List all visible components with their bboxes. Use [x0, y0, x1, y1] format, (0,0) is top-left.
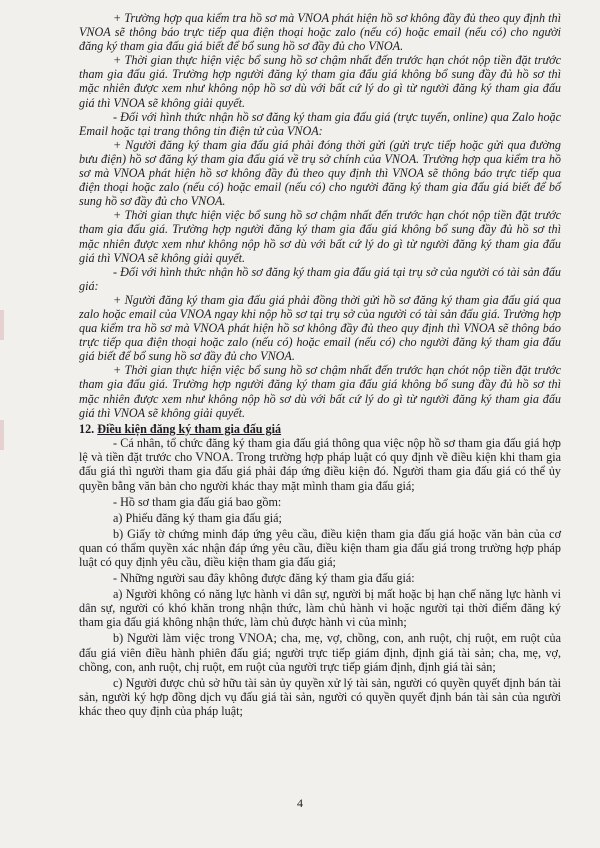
scan-edge-mark — [0, 310, 4, 340]
body-paragraph: - Những người sau đây không được đăng ký tham gia đấu giá: — [113, 571, 415, 586]
paragraph-italic: + Thời gian thực hiện việc bổ sung hồ sơ chậm nhất đến trước hạn chót nộp tiền đặt trước tham gia đấu giá. Trường hợp người đăng ký tham gia đấu giá không bổ sung đầy đủ hồ sơ thì mặc nhiên được xem như không nộp hồ sơ dù với bất cứ lý do gì từ người đăng ký tham gia đấu giá thì VNOA sẽ không giải quyết. — [79, 208, 561, 265]
list-item: b) Người làm việc trong VNOA; cha, mẹ, vợ, chồng, con, anh ruột, chị ruột, em ruột của đấu giá viên điều hành phiên đấu giá; người trực tiếp giám định, định giá tài sản; cha, mẹ, vợ, chồng, con, anh ruột, chị ruột, em ruột của người trực tiếp giám định, định giá tài sản; — [79, 631, 561, 674]
paragraph-italic: + Trường hợp qua kiểm tra hồ sơ mà VNOA phát hiện hồ sơ không đầy đủ theo quy định thì VNOA sẽ thông báo trực tiếp qua điện thoại hoặc zalo (nếu có) hoặc email (nếu có) cho người đăng ký tham gia đấu giá biết để bổ sung hồ sơ đầy đủ cho VNOA. — [79, 11, 561, 54]
page-body — [79, 11, 561, 718]
list-item: a) Người không có năng lực hành vi dân sự, người bị mất hoặc bị hạn chế năng lực hành vi dân sự, người có khó khăn trong nhận thức, làm chủ hành vi hoặc người tại thời điểm đăng ký tham gia đấu giá không nhận thức, làm chủ được hành vi của mình; — [79, 587, 561, 630]
paragraph-italic: + Người đăng ký tham gia đấu giá phải đồng thời gửi hồ sơ đăng ký tham gia đấu giá qua zalo hoặc email của VNOA ngay khi nộp hồ sơ tại trụ sở của người có tài sản đấu giá. Trường hợp qua kiểm tra hồ sơ mà VNOA phát hiện hồ sơ không đầy đủ theo quy định thì VNOA sẽ thông báo trực tiếp qua điện thoại hoặc zalo (nếu có) hoặc email (nếu có) cho người đăng ký tham gia đấu giá biết để bổ sung hồ sơ đầy đủ cho VNOA. — [79, 292, 561, 364]
paragraph-italic: - Đối với hình thức nhận hồ sơ đăng ký tham gia đấu giá (trực tuyến, online) qua Zalo hoặc Email hoặc tại trang thông tin điện tử của VNOA: — [79, 109, 561, 138]
body-paragraph: - Hồ sơ tham gia đấu giá bao gồm: — [113, 494, 282, 509]
list-item: b) Giấy tờ chứng minh đáp ứng yêu cầu, điều kiện tham gia đấu giá hoặc văn bản của cơ quan có thẩm quyền xác nhận đáp ứng yêu cầu, điều kiện tham gia đấu giá trong trường hợp pháp luật có quy định yêu cầu, điều kiện tham gia đấu giá; — [79, 526, 561, 569]
list-item: a) Phiếu đăng ký tham gia đấu giá; — [113, 510, 282, 525]
paragraph-italic: - Đối với hình thức nhận hồ sơ đăng ký tham gia đấu giá tại trụ sở của người có tài sản đấu giá: — [79, 264, 561, 293]
list-item: c) Người được chủ sở hữu tài sản ủy quyền xử lý tài sản, người có quyền quyết định bán tài sản, người ký hợp đồng dịch vụ đấu giá tài sản, người có quyền quyết định bán tài sản của người khác theo quy định của pháp luật; — [79, 675, 561, 718]
section-heading — [79, 422, 561, 437]
body-paragraph: - Cá nhân, tổ chức đăng ký tham gia đấu giá thông qua việc nộp hồ sơ tham gia đấu giá hợp lệ và tiền đặt trước cho VNOA. Trong trường hợp pháp luật có quy định về điều kiện khi tham gia đấu giá thì người tham gia đấu giá phải đáp ứng điều kiện đó. Người tham gia đấu giá có thể ủy quyền bằng văn bản cho người khác thay mặt mình tham gia đấu giá; — [79, 436, 561, 493]
section-title: Điều kiện đăng ký tham gia đấu giá — [97, 421, 282, 436]
section-number: 12. — [79, 421, 95, 436]
paragraph-italic: + Thời gian thực hiện việc bổ sung hồ sơ chậm nhất đến trước hạn chót nộp tiền đặt trước tham gia đấu giá. Trường hợp người đăng ký tham gia đấu giá không bổ sung đầy đủ hồ sơ thì mặc nhiên được xem như không nộp hồ sơ dù với bất cứ lý do gì từ người đăng ký tham gia đấu giá thì VNOA sẽ không giải quyết. — [79, 363, 561, 420]
scan-edge-mark — [0, 420, 4, 450]
page-number: 4 — [297, 796, 303, 810]
paragraph-italic: + Người đăng ký tham gia đấu giá phải đóng thời gửi (gửi trực tiếp hoặc gửi qua đường bưu điện) hồ sơ đăng ký tham gia đấu giá về trụ sở chính của VNOA. Trường hợp qua kiểm tra hồ sơ mà VNOA phát hiện hồ sơ không đầy đủ theo quy định thì VNOA sẽ thông báo trực tiếp qua điện thoại hoặc zalo (nếu có) hoặc email (nếu có) cho người đăng ký tham gia đấu giá biết để bổ sung hồ sơ đầy đủ cho VNOA. — [79, 137, 561, 209]
paragraph-italic: + Thời gian thực hiện việc bổ sung hồ sơ chậm nhất đến trước hạn chót nộp tiền đặt trước tham gia đấu giá. Trường hợp người đăng ký tham gia đấu giá không bổ sung đầy đủ hồ sơ thì mặc nhiên được xem như không nộp hồ sơ dù với bất cứ lý do gì từ người đăng ký tham gia đấu giá thì VNOA sẽ không giải quyết. — [79, 53, 561, 110]
